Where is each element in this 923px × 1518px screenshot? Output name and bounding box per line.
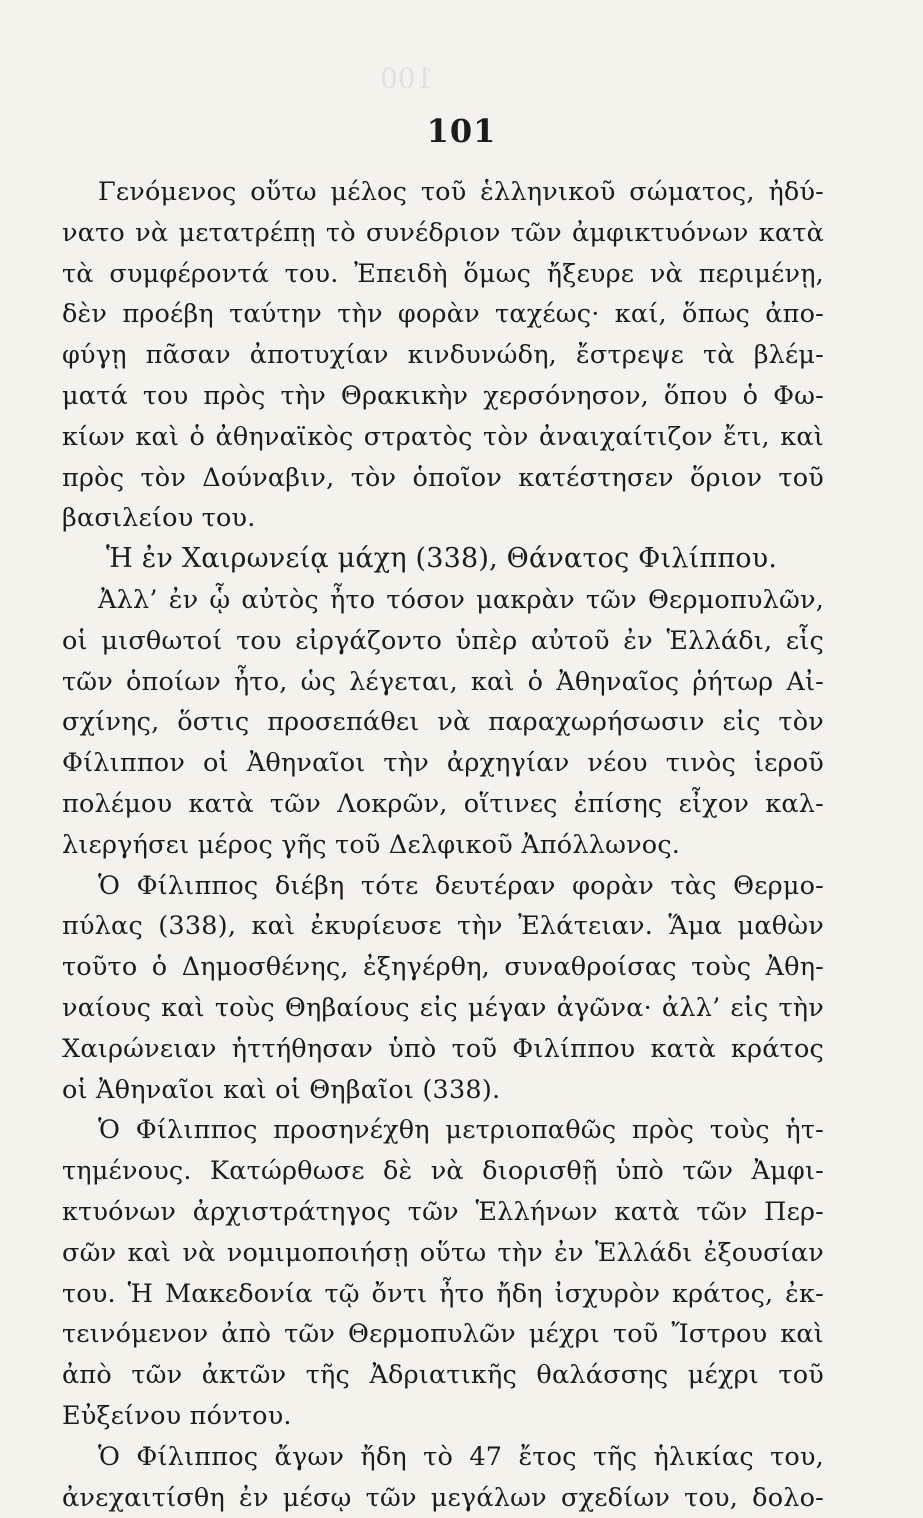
text-line: τημένους. Κατώρθωσε δὲ νὰ διορισθῇ ὑπὸ τῶν Ἀμφι- <box>62 1151 824 1192</box>
text-line: τοῦτο ὁ Δημοσθένης, ἐξηγέρθη, συναθροίσας τοὺς Ἀθη- <box>62 947 824 988</box>
text-line: δὲν προέβη ταύτην τὴν φορὰν ταχέως· καί, ὅπως ἀπο- <box>62 294 824 335</box>
text-line: φύγῃ πᾶσαν ἀποτυχίαν κινδυνώδη, ἔστρεψε τὰ βλέμ- <box>62 335 824 376</box>
text-line: ἀνεχαιτίσθη ἐν μέσῳ τῶν μεγάλων σχεδίων του, δολο- <box>62 1478 824 1518</box>
text-line: Ὁ Φίλιππος ἄγων ἤδη τὸ 47 ἔτος τῆς ἡλικίας του, <box>62 1437 824 1478</box>
text-line: οἱ μισθωτοί του εἰργάζοντο ὑπὲρ αὐτοῦ ἐν Ἑλλάδι, εἷς <box>62 621 824 662</box>
text-line: οἱ Ἀθηναῖοι καὶ οἱ Θηβαῖοι (338). <box>62 1070 824 1111</box>
text-line: Ὁ Φίλιππος προσηνέχθη μετριοπαθῶς πρὸς τοὺς ἡτ- <box>62 1110 824 1151</box>
text-line: πρὸς τὸν Δούναβιν, τὸν ὁποῖον κατέστησεν ὅριον τοῦ <box>62 458 824 499</box>
section-heading: Ἡ ἐν Χαιρωνείᾳ μάχη (338), Θάνατος Φιλίππου. <box>62 539 824 580</box>
text-line: σῶν καὶ νὰ νομιμοποιήσῃ οὕτω τὴν ἐν Ἑλλάδι ἐξουσίαν <box>62 1233 824 1274</box>
bleed-through-page-number: 100 <box>380 62 433 95</box>
text-line: τῶν ὁποίων ἦτο, ὡς λέγεται, καὶ ὁ Ἀθηναῖος ῥήτωρ Αἰ- <box>62 662 824 703</box>
text-line: ματά του πρὸς τὴν Θρακικὴν χερσόνησον, ὅπου ὁ Φω- <box>62 376 824 417</box>
text-line: τὰ συμφέροντά του. Ἐπειδὴ ὅμως ἤξευρε νὰ περιμένῃ, <box>62 254 824 295</box>
text-line: λιεργήσει μέρος γῆς τοῦ Δελφικοῦ Ἀπόλλωνος. <box>62 825 824 866</box>
text-line: πολέμου κατὰ τῶν Λοκρῶν, οἵτινες ἐπίσης εἶχον καλ- <box>62 784 824 825</box>
text-line: βασιλείου του. <box>62 498 824 539</box>
text-line: Χαιρώνειαν ἡττήθησαν ὑπὸ τοῦ Φιλίππου κατὰ κράτος <box>62 1029 824 1070</box>
text-line: ναίους καὶ τοὺς Θηβαίους εἰς μέγαν ἀγῶνα· ἀλλ’ εἰς τὴν <box>62 988 824 1029</box>
text-line: Ὁ Φίλιππος διέβη τότε δευτέραν φορὰν τὰς Θερμο- <box>62 866 824 907</box>
text-line: πύλας (338), καὶ ἐκυρίευσε τὴν Ἐλάτειαν. Ἅμα μαθὼν <box>62 906 824 947</box>
text-line: του. Ἡ Μακεδονία τῷ ὄντι ἦτο ἤδη ἰσχυρὸν κράτος, ἐκ- <box>62 1274 824 1315</box>
text-line: Γενόμενος οὕτω μέλος τοῦ ἑλληνικοῦ σώματος, ἠδύ- <box>62 172 824 213</box>
text-line: Εὐξείνου πόντου. <box>62 1396 824 1437</box>
text-line: Ἀλλ’ ἐν ᾧ αὐτὸς ἦτο τόσον μακρὰν τῶν Θερμοπυλῶν, <box>62 580 824 621</box>
text-line: Φίλιππον οἱ Ἀθηναῖοι τὴν ἀρχηγίαν νέου τινὸς ἱεροῦ <box>62 743 824 784</box>
text-line: ἀπὸ τῶν ἀκτῶν τῆς Ἀδριατικῆς θαλάσσης μέχρι τοῦ <box>62 1355 824 1396</box>
page-number: 101 <box>0 112 923 150</box>
text-line: κτυόνων ἀρχιστράτηγος τῶν Ἑλλήνων κατὰ τῶν Περ- <box>62 1192 824 1233</box>
text-line: σχίνης, ὅστις προσεπάθει νὰ παραχωρήσωσιν εἰς τὸν <box>62 702 824 743</box>
text-line: νατο νὰ μετατρέπῃ τὸ συνέδριον τῶν ἀμφικτυόνων κατὰ <box>62 213 824 254</box>
text-line: κίων καὶ ὁ ἀθηναϊκὸς στρατὸς τὸν ἀναιχαίτιζον ἔτι, καὶ <box>62 417 824 458</box>
text-line: τεινόμενον ἀπὸ τῶν Θερμοπυλῶν μέχρι τοῦ Ἴστρου καὶ <box>62 1314 824 1355</box>
body-text <box>62 172 824 1518</box>
